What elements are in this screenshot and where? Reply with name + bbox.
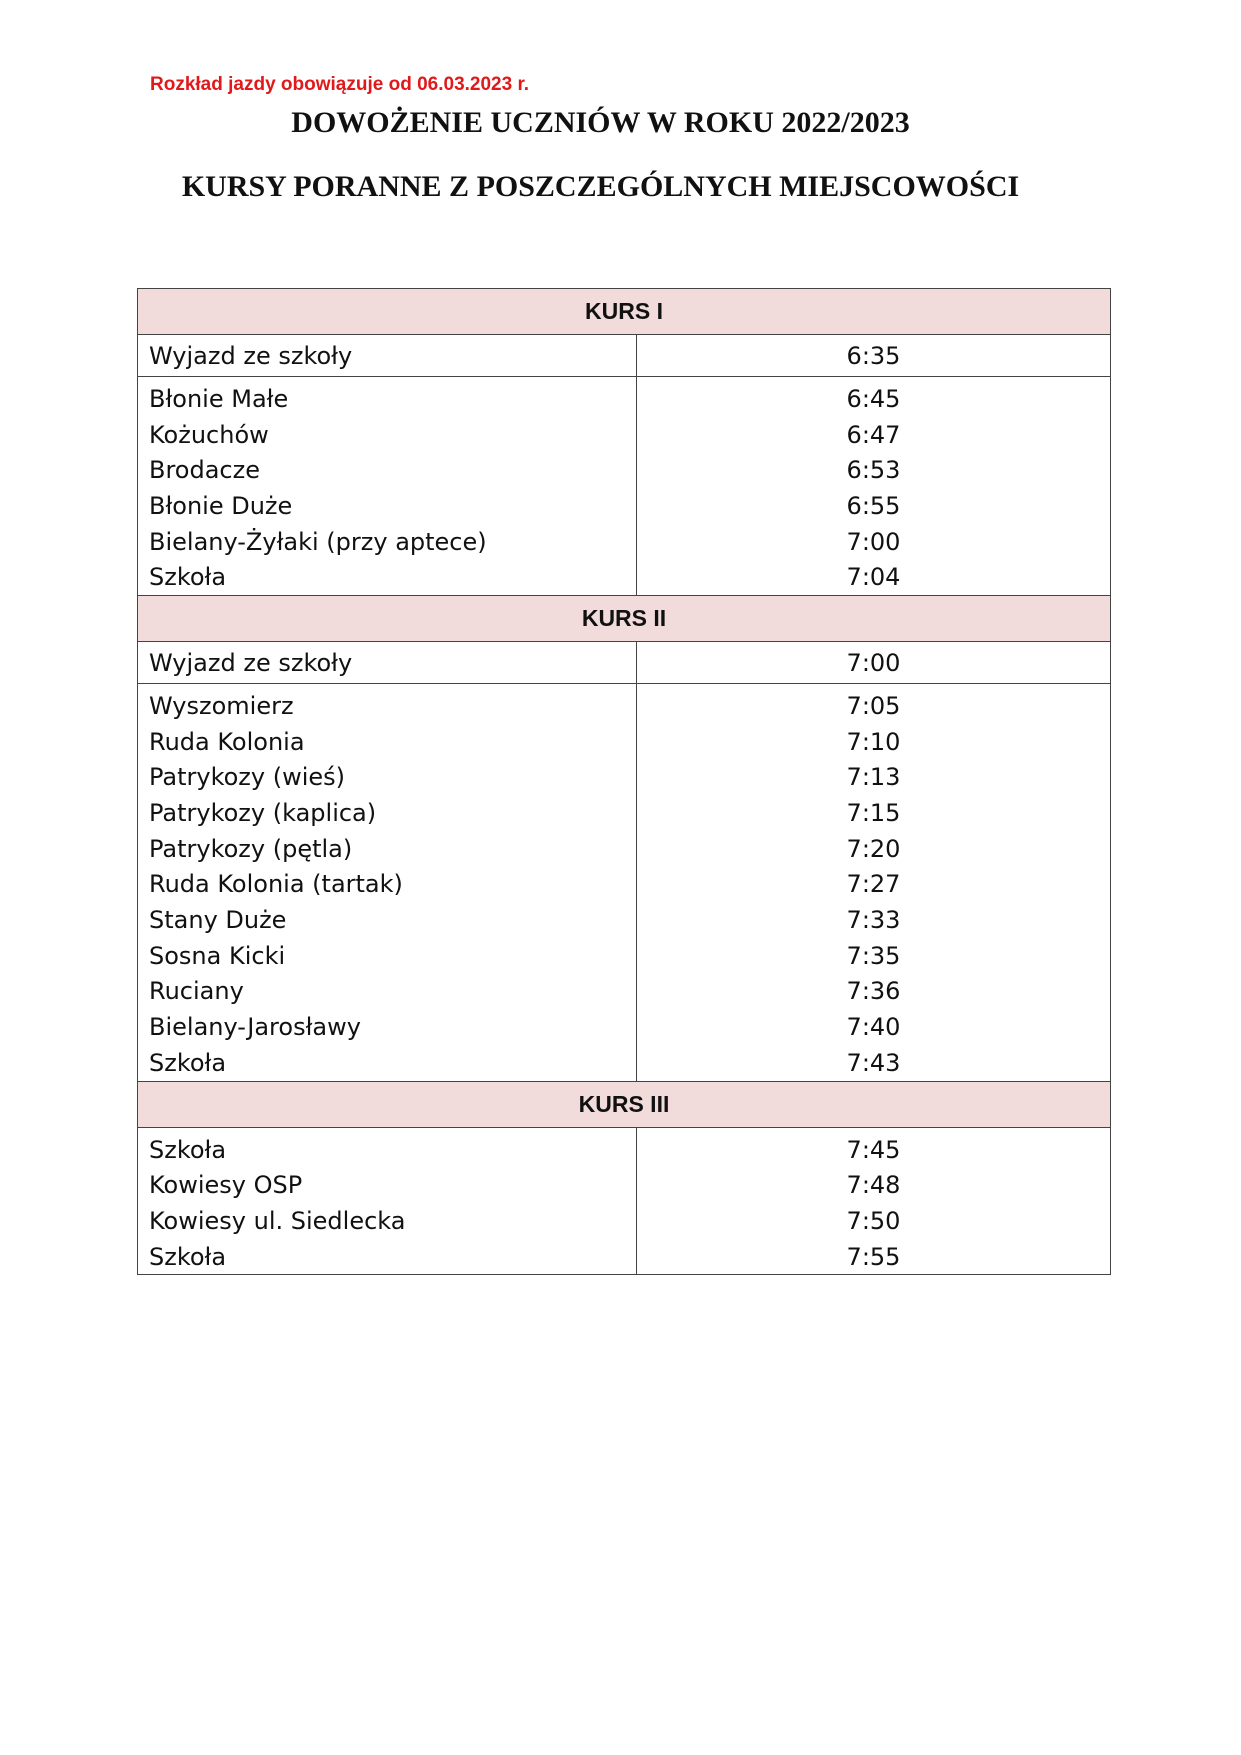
stop-name: Patrykozy (pętla) [138, 831, 637, 867]
document-subtitle: KURSY PORANNE Z POSZCZEGÓLNYCH MIEJSCOWOŚCI [181, 170, 1020, 203]
stop-time: 6:53 [637, 452, 1111, 488]
stop-name: Stany Duże [138, 902, 637, 938]
stop-row [138, 1239, 1111, 1275]
timetable-body [138, 289, 1111, 1275]
stop-row [138, 724, 1111, 760]
stop-time: 7:48 [637, 1167, 1111, 1203]
stop-row [138, 795, 1111, 831]
stop-time: 7:43 [637, 1045, 1111, 1081]
stop-time: 6:47 [637, 417, 1111, 453]
stop-name: Sosna Kicki [138, 938, 637, 974]
stop-time: 7:40 [637, 1009, 1111, 1045]
departure-row [138, 335, 1111, 377]
stop-row [138, 524, 1111, 560]
stop-row [138, 1009, 1111, 1045]
stop-time: 6:45 [637, 377, 1111, 417]
stop-name: Patrykozy (kaplica) [138, 795, 637, 831]
stop-name: Szkoła [138, 559, 637, 595]
stop-time: 7:13 [637, 760, 1111, 796]
stop-time: 7:35 [637, 938, 1111, 974]
departure-time: 6:35 [637, 335, 1111, 377]
stop-time: 6:55 [637, 488, 1111, 524]
course-header [138, 1081, 1111, 1127]
stop-row [138, 452, 1111, 488]
stop-row [138, 377, 1111, 417]
stop-name: Błonie Duże [138, 488, 637, 524]
stop-name: Bielany-Żyłaki (przy aptece) [138, 524, 637, 560]
stop-name: Ruda Kolonia [138, 724, 637, 760]
stop-name: Brodacze [138, 452, 637, 488]
departure-place: Wyjazd ze szkoły [138, 642, 637, 684]
stop-row [138, 684, 1111, 724]
stop-row [138, 938, 1111, 974]
stop-time: 7:20 [637, 831, 1111, 867]
course-name: KURS I [138, 289, 1111, 335]
stop-time: 7:05 [637, 684, 1111, 724]
stop-name: Kowiesy ul. Siedlecka [138, 1203, 637, 1239]
stop-name: Ruda Kolonia (tartak) [138, 867, 637, 903]
stop-time: 7:27 [637, 867, 1111, 903]
stop-name: Wyszomierz [138, 684, 637, 724]
stop-name: Szkoła [138, 1127, 637, 1167]
stop-time: 7:15 [637, 795, 1111, 831]
departure-place: Wyjazd ze szkoły [138, 335, 637, 377]
stop-row [138, 488, 1111, 524]
stop-row [138, 902, 1111, 938]
stop-name: Ruciany [138, 974, 637, 1010]
stop-name: Błonie Małe [138, 377, 637, 417]
stop-row [138, 974, 1111, 1010]
stop-row [138, 1127, 1111, 1167]
course-header [138, 289, 1111, 335]
stop-time: 7:04 [637, 559, 1111, 595]
stop-row [138, 559, 1111, 595]
stop-name: Szkoła [138, 1045, 637, 1081]
stop-time: 7:10 [637, 724, 1111, 760]
stop-time: 7:00 [637, 524, 1111, 560]
stop-time: 7:50 [637, 1203, 1111, 1239]
course-header [138, 596, 1111, 642]
departure-row [138, 642, 1111, 684]
stop-name: Kowiesy OSP [138, 1167, 637, 1203]
stop-time: 7:55 [637, 1239, 1111, 1275]
timetable [137, 288, 1111, 1275]
stop-row [138, 1167, 1111, 1203]
validity-notice: Rozkład jazdy obowiązuje od 06.03.2023 r. [150, 74, 530, 95]
stop-row [138, 417, 1111, 453]
stop-name: Kożuchów [138, 417, 637, 453]
stop-row [138, 1203, 1111, 1239]
course-name: KURS II [138, 596, 1111, 642]
stop-row [138, 867, 1111, 903]
stop-time: 7:36 [637, 974, 1111, 1010]
stop-row [138, 1045, 1111, 1081]
course-name: KURS III [138, 1081, 1111, 1127]
departure-time: 7:00 [637, 642, 1111, 684]
stop-time: 7:33 [637, 902, 1111, 938]
stop-row [138, 760, 1111, 796]
stop-name: Patrykozy (wieś) [138, 760, 637, 796]
stop-time: 7:45 [637, 1127, 1111, 1167]
stop-name: Szkoła [138, 1239, 637, 1275]
document-title: DOWOŻENIE UCZNIÓW W ROKU 2022/2023 [291, 106, 910, 139]
stop-row [138, 831, 1111, 867]
stop-name: Bielany-Jarosławy [138, 1009, 637, 1045]
